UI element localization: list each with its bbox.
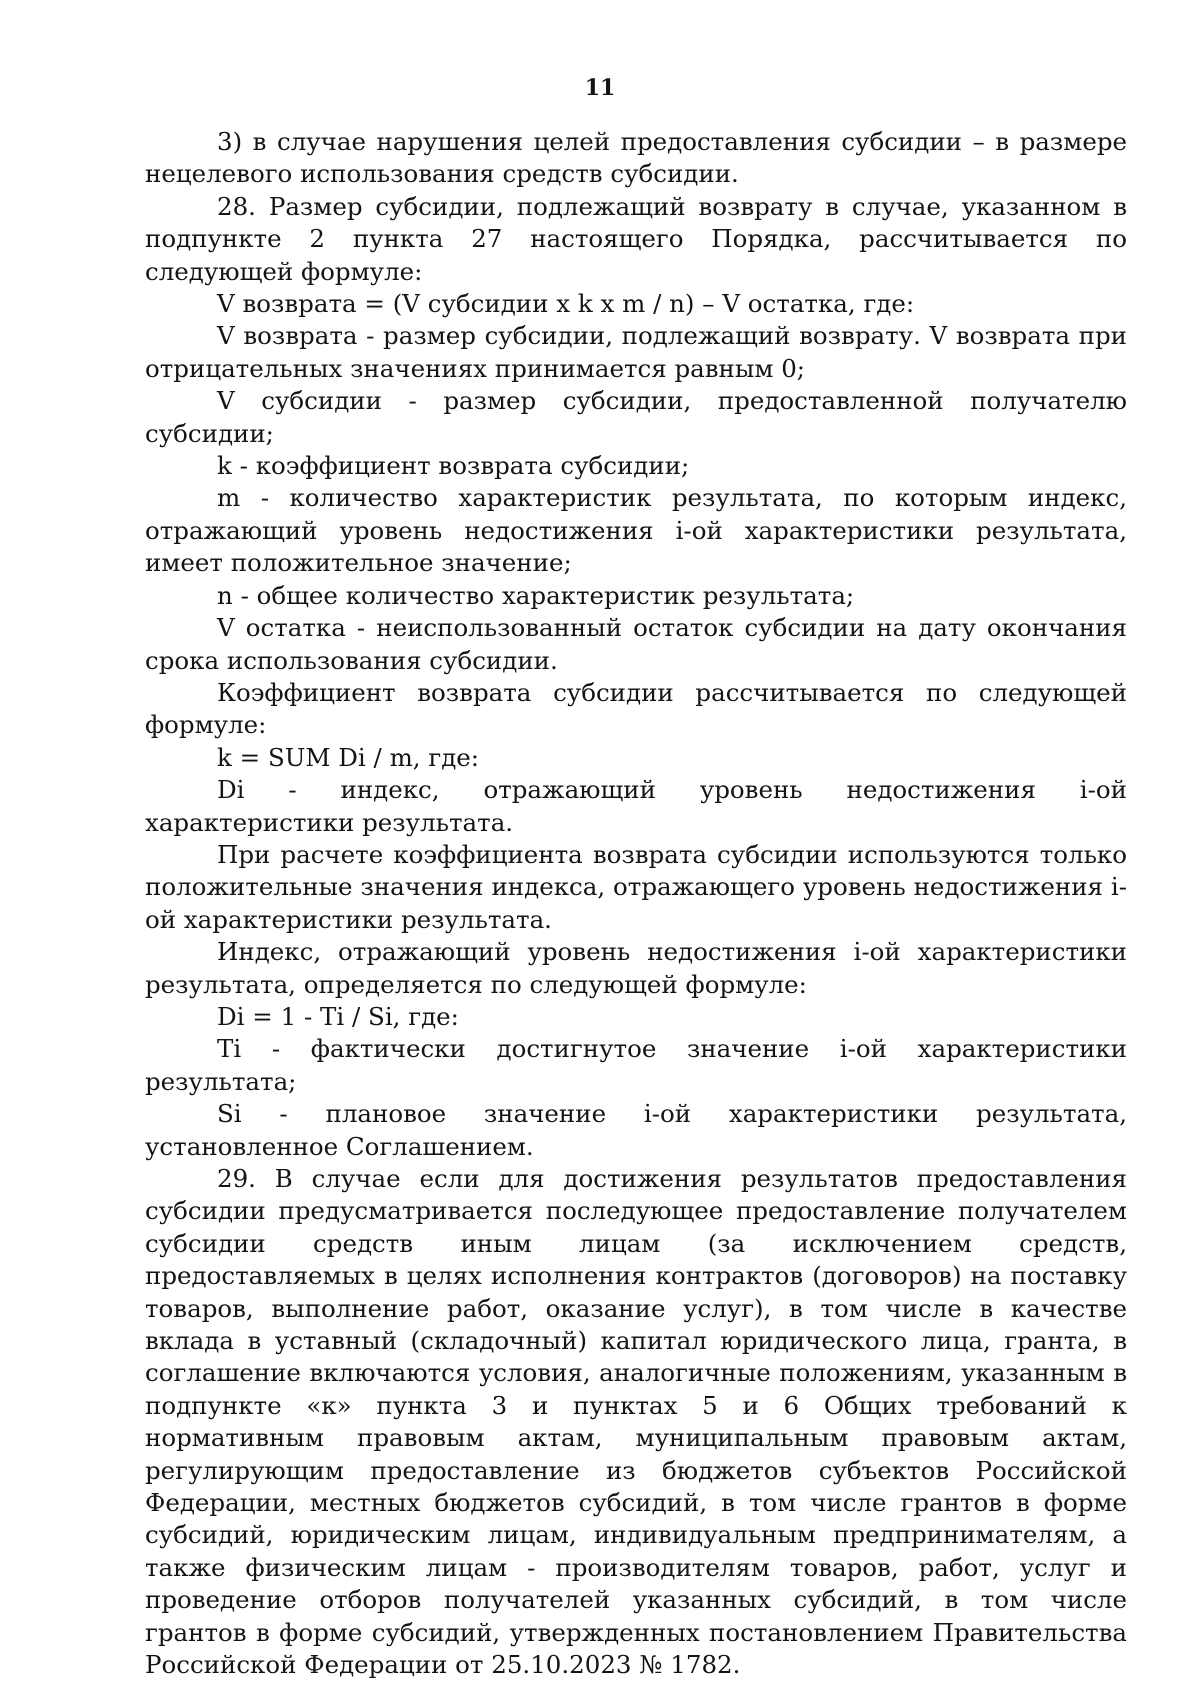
- formula-di: Di = 1 - Ti / Si, где:: [217, 1001, 459, 1031]
- paragraph-29: 29. В случае если для достижения результатов предоставления субсидии предусматривается последующее предоставление получателем субсидии средств иным лицам (за исключением средств, предоставляемых в целях исполнения контрактов (договоров) на поставку товаров, выполнение работ, оказание услуг), в том числе в качестве вклада в уставный (складочный) капитал юридического лица, гранта, в соглашение включаются условия, аналогичные положениям, указанным в подпункте «к» пункта 3 и пунктах 5 и 6 Общих требований к нормативным правовым актам, муниципальным правовым актам, регулирующим предоставление из бюджетов субъектов Российской Федерации, местных бюджетов субсидий, в том числе грантов в форме субсидий, юридическим лицам, индивидуальным предпринимателям, а также физическим лицам - производителям товаров, работ, услуг и проведение отборов получателей указанных субсидий, в том числе грантов в форме субсидий, утвержденных постановлением Правительства Российской Федерации от 25.10.2023 № 1782.: [145, 1164, 1127, 1680]
- page-number: 11: [584, 75, 616, 101]
- definition-v-remainder: V остатка - неиспользованный остаток субсидии на дату окончания срока использования субсидии.: [145, 613, 1127, 675]
- definition-di: Di - индекс, отражающий уровень недостижения i-ой характеристики результата.: [145, 775, 1127, 837]
- definition-v-return: V возврата - размер субсидии, подлежащий возврату. V возврата при отрицательных значениях принимается равным 0;: [145, 321, 1127, 383]
- formula-k: k = SUM Di / m, где:: [217, 742, 480, 772]
- document-body: [145, 126, 1127, 1682]
- index-intro: Индекс, отражающий уровень недостижения i-ой характеристики результата, определяется по следующей формуле:: [145, 937, 1127, 999]
- coefficient-note: При расчете коэффициента возврата субсидии используются только положительные значения индекса, отражающего уровень недостижения i-ой характеристики результата.: [145, 839, 1127, 934]
- paragraph-27-3: 3) в случае нарушения целей предоставления субсидии – в размере нецелевого использования средств субсидии.: [145, 127, 1127, 189]
- definition-k: k - коэффициент возврата субсидии;: [217, 451, 690, 481]
- definition-n: n - общее количество характеристик результата;: [217, 580, 855, 610]
- definition-v-subsidy: V субсидии - размер субсидии, предоставленной получателю субсидии;: [145, 386, 1127, 448]
- definition-m: m - количество характеристик результата, по которым индекс, отражающий уровень недостижения i-ой характеристики результата, имеет положительное значение;: [145, 483, 1127, 578]
- coefficient-intro: Коэффициент возврата субсидии рассчитывается по следующей формуле:: [145, 677, 1127, 740]
- paragraph-28: 28. Размер субсидии, подлежащий возврату в случае, указанном в подпункте 2 пункта 27 настоящего Порядка, рассчитывается по следующей формуле:: [145, 191, 1127, 286]
- definition-si: Si - плановое значение i-ой характеристики результата, установленное Соглашением.: [145, 1099, 1127, 1161]
- definition-ti: Ti - фактически достигнутое значение i-ой характеристики результата;: [145, 1034, 1127, 1096]
- formula-v-return: V возврата = (V субсидии x k x m / n) – V остатка, где:: [217, 289, 915, 319]
